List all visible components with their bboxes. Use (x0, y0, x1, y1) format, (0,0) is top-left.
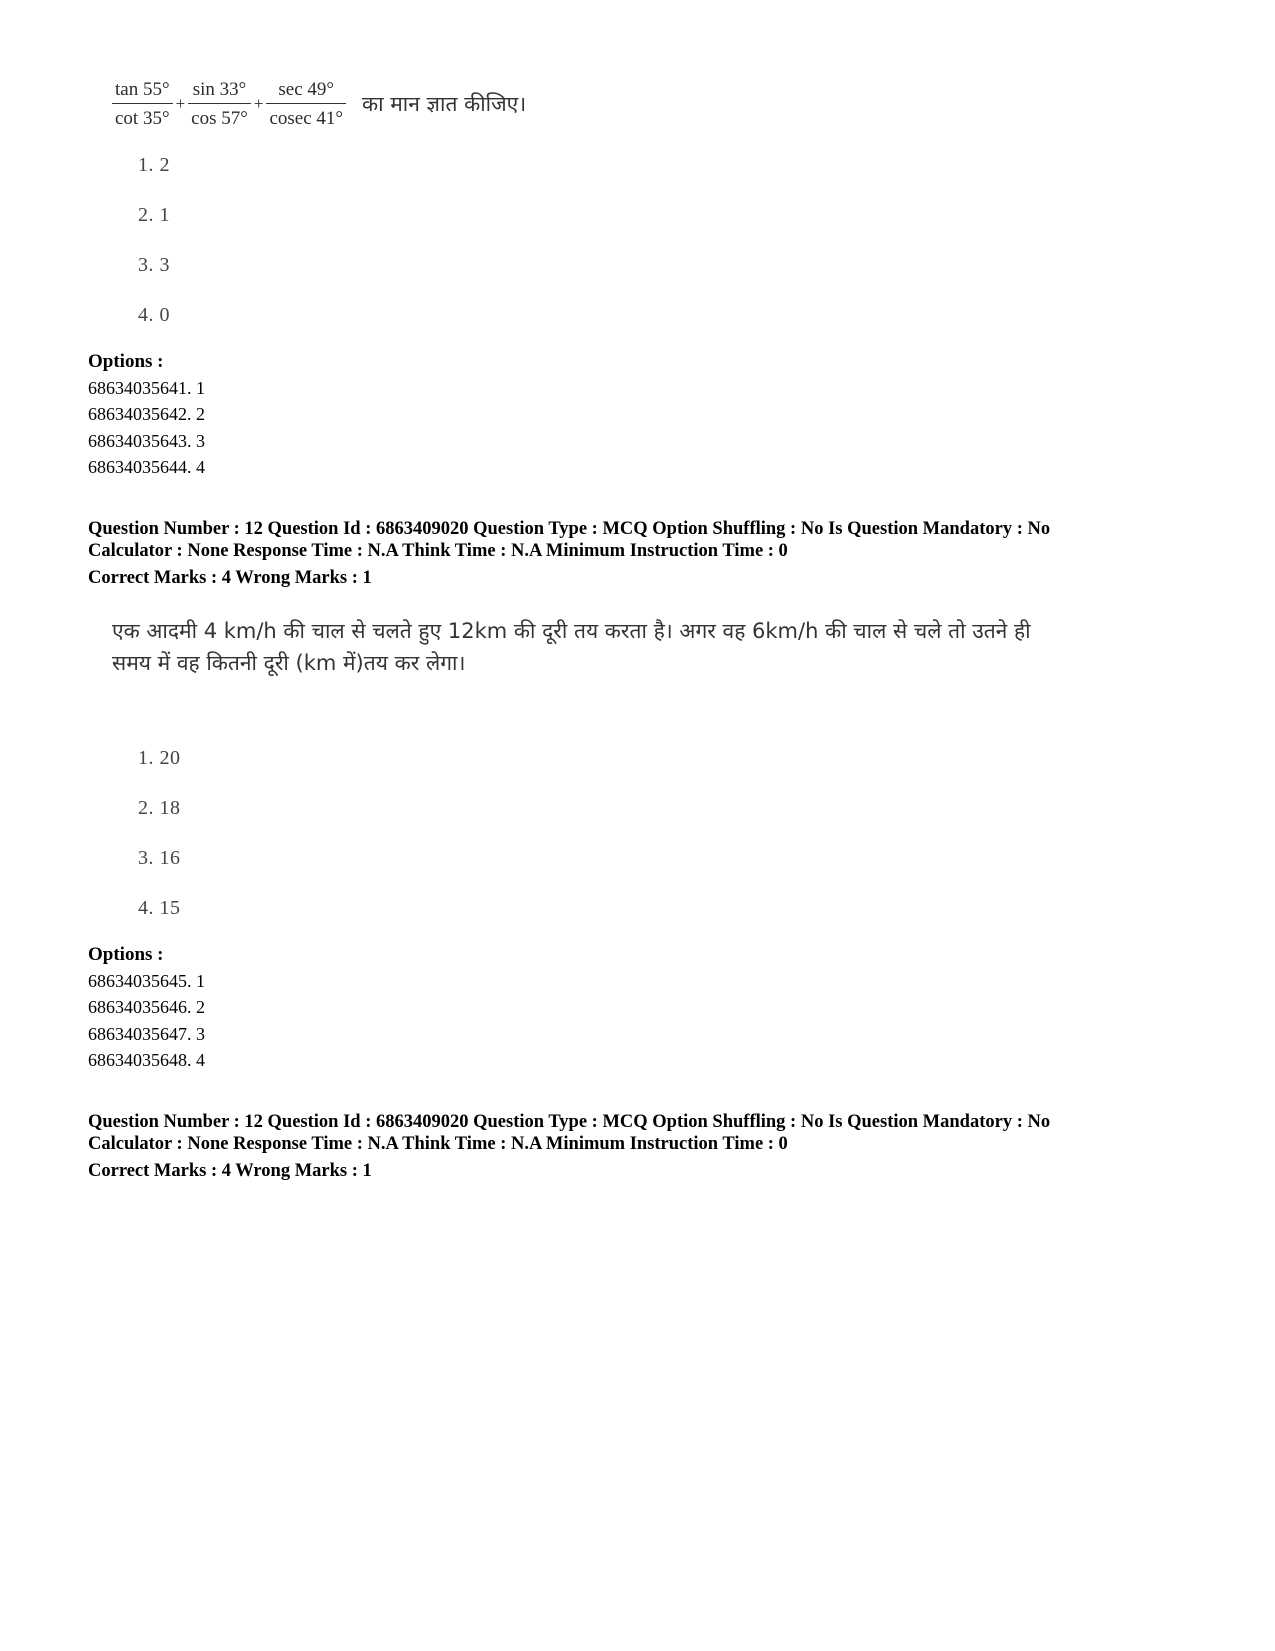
question-12-text-line-1: एक आदमी 4 km/h की चाल से चलते हुए 12km की दूरी तय करता है। अगर वह 6km/h की चाल से चले तो उतने ही (112, 619, 1031, 643)
option-id-line: 68634035641. 1 (88, 378, 205, 398)
fraction-sin-cos: $\frac{\sin 33^\circ}{\cos 57^\circ}$ (188, 80, 251, 128)
question-12-choice-2: 2. 18 (138, 797, 181, 819)
option-id-line: 68634035644. 4 (88, 457, 205, 477)
question-11-image (112, 80, 526, 128)
option-id-line: 68634035646. 2 (88, 997, 205, 1017)
question-12-marks: Correct Marks : 4 Wrong Marks : 1 (88, 568, 372, 588)
question-12-choice-1: 1. 20 (138, 747, 181, 769)
option-id-line: 68634035645. 1 (88, 971, 205, 991)
fraction-sec-cosec: $\frac{\sec 49^\circ}{cosec 41^\circ}$ (266, 80, 346, 128)
question-12-image (112, 615, 1031, 679)
question-12-text-line-2: समय में वह कितनी दूरी (km में)तय कर लेगा। (112, 651, 466, 675)
question-13-meta-line-2: Calculator : None Response Time : N.A Think Time : N.A Minimum Instruction Time : 0 (88, 1134, 788, 1154)
question-11-choice-4: 4. 0 (138, 304, 170, 326)
option-id-line: 68634035647. 3 (88, 1024, 205, 1044)
question-13-marks: Correct Marks : 4 Wrong Marks : 1 (88, 1161, 372, 1181)
plus-sign: + (175, 94, 186, 113)
question-11-choice-3: 3. 3 (138, 254, 170, 276)
option-id-line: 68634035648. 4 (88, 1050, 205, 1070)
question-12-meta-line-1: Question Number : 12 Question Id : 6863409020 Question Type : MCQ Option Shuffling : No Is Question Mandatory : No (88, 519, 1051, 539)
options-label: Options : (88, 944, 164, 965)
question-11-choice-2: 2. 1 (138, 204, 170, 226)
plus-sign: + (253, 94, 264, 113)
fraction-tan-cot: $\frac{\tan 55^\circ}{\cot 35^\circ}$ (112, 80, 173, 128)
question-11-choice-1: 1. 2 (138, 154, 170, 176)
option-id-line: 68634035643. 3 (88, 431, 205, 451)
question-12-meta-line-2: Calculator : None Response Time : N.A Think Time : N.A Minimum Instruction Time : 0 (88, 541, 788, 561)
question-12-choice-4: 4. 15 (138, 897, 181, 919)
option-id-line: 68634035642. 2 (88, 404, 205, 424)
question-13-meta-line-1: Question Number : 12 Question Id : 6863409020 Question Type : MCQ Option Shuffling : No Is Question Mandatory : No (88, 1112, 1051, 1132)
question-12-choice-3: 3. 16 (138, 847, 181, 869)
question-11-suffix-text: का मान ज्ञात कीजिए। (361, 92, 527, 116)
options-label: Options : (88, 351, 164, 372)
